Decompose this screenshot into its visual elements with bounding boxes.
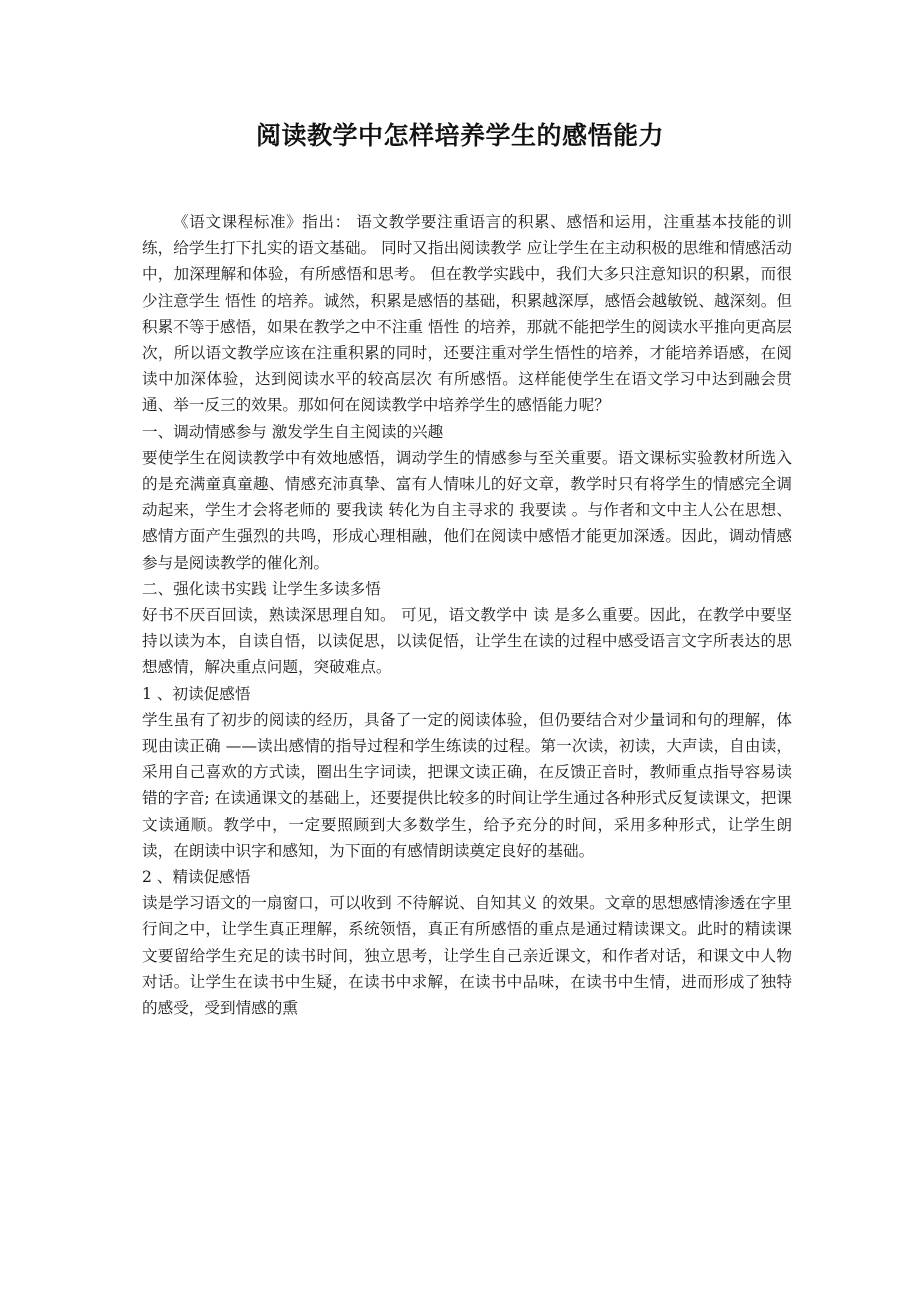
section-2-paragraph: 好书不厌百回读，熟读深思理自知。 可见，语文教学中 读 是多么重要。因此，在教学中要坚持以读为本，自读自悟，以读促思，以读促悟，让学生在读的过程中感受语言文字所表达的思想感情，解决重点问题，突破难点。 — [142, 606, 792, 677]
section-1-paragraph: 要使学生在阅读教学中有效地感悟，调动学生的情感参与至关重要。语文课标实验教材所选入的是充满童真童趣、情感充沛真挚、富有人情味儿的好文章，教学时只有将学生的情感完全调动起来，学生才会将老师的 要我读 转化为自主寻求的 我要读 。与作者和文中主人公在思想、感情方面产生强烈的共鸣，形成心理相融，他们在阅读中感悟才能更加深透。因此，调动情感参与是阅读教学的催化剂。 — [142, 448, 792, 572]
intro-paragraph: 《语文课程标准》指出： 语文教学要注重语言的积累、感悟和运用，注重基本技能的训练，给学生打下扎实的语文基础。 同时又指出阅读教学 应让学生在主动积极的思维和情感活动中，加深理解和体验，有所感悟和思考。 但在教学实践中，我们大多只注意知识的积累，而很少注意学生 悟性 的培养。诚然，积累是感悟的基础，积累越深厚，感悟会越敏锐、越深刻。但积累不等于感悟，如果在教学之中不注重 悟性 的培养，那就不能把学生的阅读水平推向更高层次，所以语文教学应该在注重积累的同时，还要注重对学生悟性的培养，才能培养语感，在阅读中加深体验，达到阅读水平的较高层次 有所感悟。这样能使学生在语文学习中达到融会贯通、举一反三的效果。那如何在阅读教学中培养学生的感悟能力呢？ — [142, 213, 792, 415]
subsection-1-heading: 1 、初读促感悟 — [142, 684, 251, 703]
section-1-heading: 一、调动情感参与 激发学生自主阅读的兴趣 — [142, 422, 444, 441]
section-2-heading: 二、强化读书实践 让学生多读多悟 — [142, 579, 381, 598]
subsection-2-paragraph: 读是学习语文的一扇窗口，可以收到 不待解说、自知其义 的效果。文章的思想感情渗透在字里行间之中，让学生真正理解，系统领悟，真正有所感悟的重点是通过精读课文。此时的精读课文要留给学生充足的读书时间，独立思考，让学生自己亲近课文，和作者对话，和课文中人物对话。让学生在读书中生疑，在读书中求解，在读书中品味，在读书中生情，进而形成了独特的感受，受到情感的熏 — [142, 894, 792, 1018]
page-title: 阅读教学中怎样培养学生的感悟能力 — [255, 121, 664, 150]
subsection-1-paragraph: 学生虽有了初步的阅读的经历，具备了一定的阅读体验，但仍要结合对少量词和句的理解，体现由读正确 ——读出感情的指导过程和学生练读的过程。第一次读，初读，大声读，自由读，采用自己喜欢的方式读，圈出生字词读，把课文读正确，在反馈正音时，教师重点指导容易读错的字音; 在读通课文的基础上，还要提供比较多的时间让学生通过各种形式反复读课文，把课文读通顺。教学中，一定要照顾到大多数学生，给予充分的时间，采用多种形式，让学生朗读，在朗读中识字和感知，为下面的有感情朗读奠定良好的基础。 — [142, 710, 792, 860]
subsection-2-heading: 2 、精读促感悟 — [142, 868, 251, 887]
document-body — [142, 209, 792, 1021]
